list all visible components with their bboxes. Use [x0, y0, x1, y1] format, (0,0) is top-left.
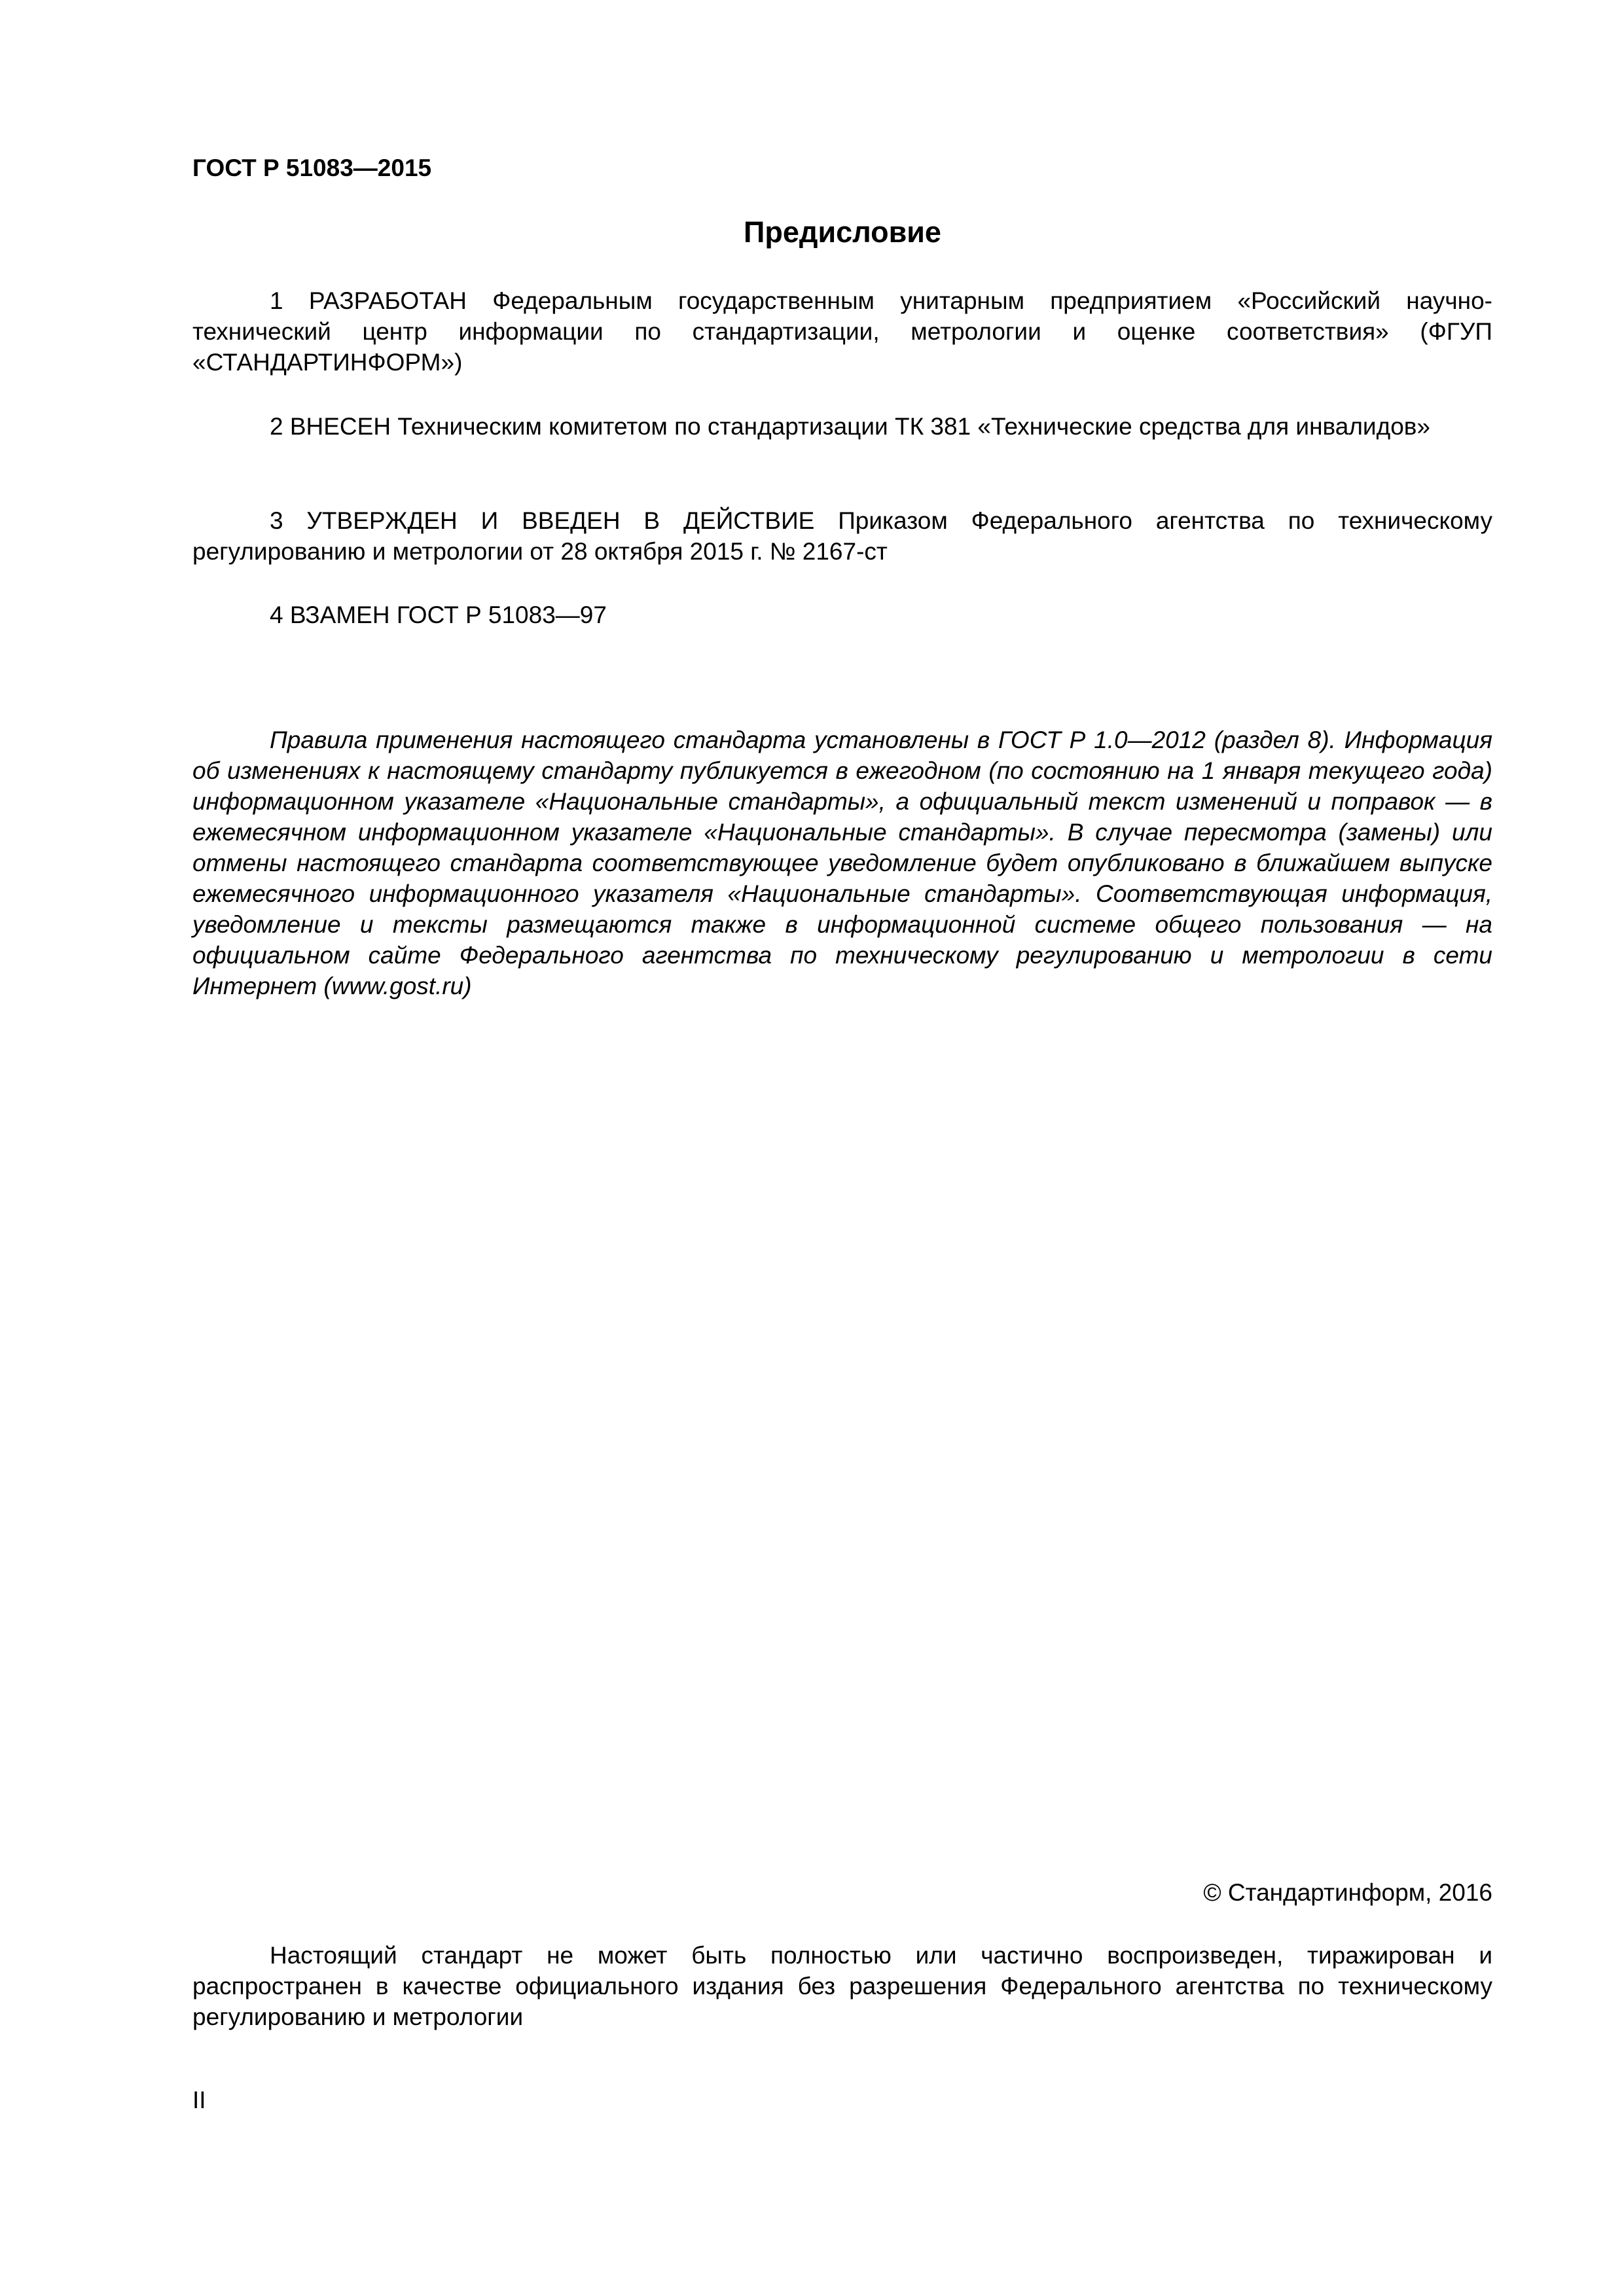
page-title: Предисловие — [744, 215, 941, 249]
preface-item-4: 4 ВЗАМЕН ГОСТ Р 51083—97 — [270, 601, 607, 628]
reproduction-notice: Настоящий стандарт не может быть полностью или частично воспроизведен, тиражирован и распространен в качестве официального издания без разрешения Федерального агентства по техническому регулированию и метрологии — [192, 1942, 1492, 2030]
preface-item-2: 2 ВНЕСЕН Техническим комитетом по стандартизации ТК 381 «Технические средства для инвалидов» — [270, 413, 1431, 440]
preface-item-1: 1 РАЗРАБОТАН Федеральным государственным унитарным предприятием «Российский научно-технический центр информации по стандартизации, метрологии и оценке соответствия» (ФГУП «СТАНДАРТИНФОРМ») — [192, 287, 1492, 376]
page-number: II — [192, 2087, 206, 2113]
copyright-line: © Стандартинформ, 2016 — [1203, 1879, 1492, 1906]
rules-notice: Правила применения настоящего стандарта установлены в ГОСТ Р 1.0—2012 (раздел 8). Информация об изменениях к настоящему стандарту публикуется в ежегодном (по состоянию на 1 января текущего года) информационном указателе «Национальные стандарты», а официальный текст изменений и поправок — в ежемесячном информационном указателе «Национальные стандарты». В случае пересмотра (замены) или отмены настоящего стандарта соответствующее уведомление будет опубликовано в ближайшем выпуске ежемесячного информационного указателя «Национальные стандарты». Соответствующая информация, уведомление и тексты размещаются также в информационной системе общего пользования — на официальном сайте Федерального агентства по техническому регулированию и метрологии в сети Интернет (www.gost.ru) — [192, 726, 1492, 999]
preface-item-3: 3 УТВЕРЖДЕН И ВВЕДЕН В ДЕЙСТВИЕ Приказом Федерального агентства по техническому регулированию и метрологии от 28 октября 2015 г. № 2167-ст — [192, 507, 1492, 565]
standard-code-header: ГОСТ Р 51083—2015 — [192, 154, 432, 181]
